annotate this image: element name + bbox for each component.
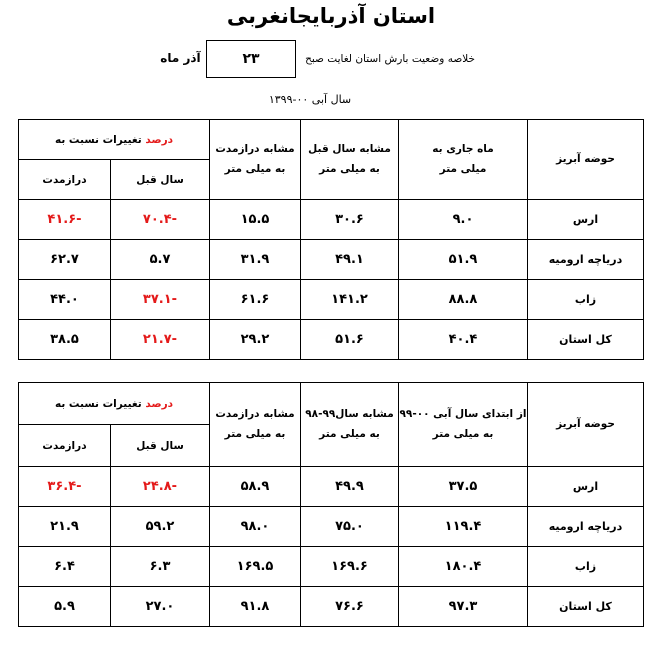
- value-cell-prev: ۷۵.۰: [301, 507, 399, 547]
- value-cell-prev: ۱۶۹.۶: [301, 547, 399, 587]
- header-change-text: تغییرات نسبت به: [54, 397, 142, 410]
- water-year-precipitation-table: [18, 382, 644, 627]
- basin-cell: دریاچه ارومیه: [528, 240, 644, 280]
- month-label: آذر ماه: [160, 51, 201, 65]
- header-prev-line2: به میلی متر: [319, 427, 380, 440]
- table-row: [19, 240, 644, 280]
- value-cell-long: ۱۶۹.۵: [210, 547, 301, 587]
- header-basin: حوضه آبریز: [528, 383, 644, 467]
- value-cell-current: ۱۸۰.۴: [399, 547, 528, 587]
- basin-cell: دریاچه ارومیه: [528, 507, 644, 547]
- table-row: [19, 200, 644, 240]
- summary-text: خلاصه وضعیت بارش استان لغایت صبح: [305, 53, 475, 65]
- value-cell-prev: ۱۴۱.۲: [301, 280, 399, 320]
- value-cell-chg-prev: -۷۰.۴: [111, 200, 210, 240]
- basin-cell: ارس: [528, 200, 644, 240]
- value-cell-chg-prev: -۳۷.۱: [111, 280, 210, 320]
- header-long-line1: مشابه درازمدت: [215, 142, 295, 155]
- value-cell-chg-long: ۴۴.۰: [19, 280, 111, 320]
- header-prev-year: سال قبل: [111, 160, 210, 200]
- value-cell-current: ۹۷.۳: [399, 587, 528, 627]
- header-prev-year: سال قبل: [111, 425, 210, 467]
- header-change-percent: درصد: [145, 133, 174, 146]
- value-cell-current: ۸۸.۸: [399, 280, 528, 320]
- value-cell-chg-prev: ۵.۷: [111, 240, 210, 280]
- header-long-line1: مشابه درازمدت: [215, 407, 295, 420]
- value-cell-chg-prev: ۶.۳: [111, 547, 210, 587]
- value-cell-chg-long: ۶.۴: [19, 547, 111, 587]
- table-row: [19, 587, 644, 627]
- value-cell-chg-long: ۶۲.۷: [19, 240, 111, 280]
- header-prev-line1: مشابه سال قبل: [308, 142, 391, 155]
- header-prev-line2: به میلی متر: [319, 162, 380, 175]
- table-row: [19, 507, 644, 547]
- value-cell-long: ۵۸.۹: [210, 467, 301, 507]
- header-current-line2: میلی متر: [439, 162, 487, 175]
- header-long: [210, 120, 301, 200]
- value-cell-current: ۵۱.۹: [399, 240, 528, 280]
- basin-cell: کل استان: [528, 587, 644, 627]
- header-long-line2: به میلی متر: [224, 162, 286, 175]
- value-cell-prev: ۷۶.۶: [301, 587, 399, 627]
- value-cell-prev: ۴۹.۱: [301, 240, 399, 280]
- header-long-term: درازمدت: [19, 160, 111, 200]
- monthly-precipitation-table: [18, 119, 644, 360]
- value-cell-chg-long: -۴۱.۶: [19, 200, 111, 240]
- header-change-text: تغییرات نسبت به: [54, 133, 142, 146]
- header-current: [399, 383, 528, 467]
- value-cell-chg-long: -۳۶.۴: [19, 467, 111, 507]
- header-prev-line1: مشابه سال۹۹-۹۸: [305, 407, 394, 420]
- value-cell-chg-long: ۲۱.۹: [19, 507, 111, 547]
- table-row: [19, 280, 644, 320]
- value-cell-prev: ۴۹.۹: [301, 467, 399, 507]
- table-row: [19, 467, 644, 507]
- value-cell-chg-long: ۳۸.۵: [19, 320, 111, 360]
- page-title: استان آذربایجانغربی: [226, 4, 436, 28]
- value-cell-chg-prev: ۵۹.۲: [111, 507, 210, 547]
- header-current-line1: از ابتدای سال آبی ۰۰-۹۹: [399, 407, 527, 420]
- value-cell-long: ۹۸.۰: [210, 507, 301, 547]
- header-long: [210, 383, 301, 467]
- water-year-label: سال آبی ۰۰-۱۳۹۹: [268, 93, 352, 106]
- value-cell-long: ۹۱.۸: [210, 587, 301, 627]
- value-cell-chg-prev: ۲۷.۰: [111, 587, 210, 627]
- header-long-line2: به میلی متر: [224, 427, 286, 440]
- header-long-term: درازمدت: [19, 425, 111, 467]
- value-cell-current: ۹.۰: [399, 200, 528, 240]
- header-prev: [301, 383, 399, 467]
- value-cell-long: ۳۱.۹: [210, 240, 301, 280]
- value-cell-long: ۱۵.۵: [210, 200, 301, 240]
- value-cell-prev: ۵۱.۶: [301, 320, 399, 360]
- value-cell-current: ۳۷.۵: [399, 467, 528, 507]
- header-change-percent: درصد: [145, 397, 174, 410]
- header-change: [19, 383, 210, 425]
- basin-cell: زاب: [528, 547, 644, 587]
- value-cell-current: ۴۰.۴: [399, 320, 528, 360]
- value-cell-long: ۶۱.۶: [210, 280, 301, 320]
- basin-cell: زاب: [528, 280, 644, 320]
- table-row: [19, 320, 644, 360]
- basin-cell: کل استان: [528, 320, 644, 360]
- value-cell-current: ۱۱۹.۴: [399, 507, 528, 547]
- value-cell-chg-prev: -۲۱.۷: [111, 320, 210, 360]
- header-current-line1: ماه جاری به: [432, 142, 494, 155]
- table-row: [19, 547, 644, 587]
- value-cell-chg-prev: -۲۴.۸: [111, 467, 210, 507]
- header-change: [19, 120, 210, 160]
- value-cell-long: ۲۹.۲: [210, 320, 301, 360]
- header-current: [399, 120, 528, 200]
- header-current-line2: به میلی متر: [432, 427, 494, 440]
- value-cell-prev: ۳۰.۶: [301, 200, 399, 240]
- basin-cell: ارس: [528, 467, 644, 507]
- day-box: ۲۳: [206, 40, 296, 78]
- value-cell-chg-long: ۵.۹: [19, 587, 111, 627]
- header-basin: حوضه آبریز: [528, 120, 644, 200]
- header-prev: [301, 120, 399, 200]
